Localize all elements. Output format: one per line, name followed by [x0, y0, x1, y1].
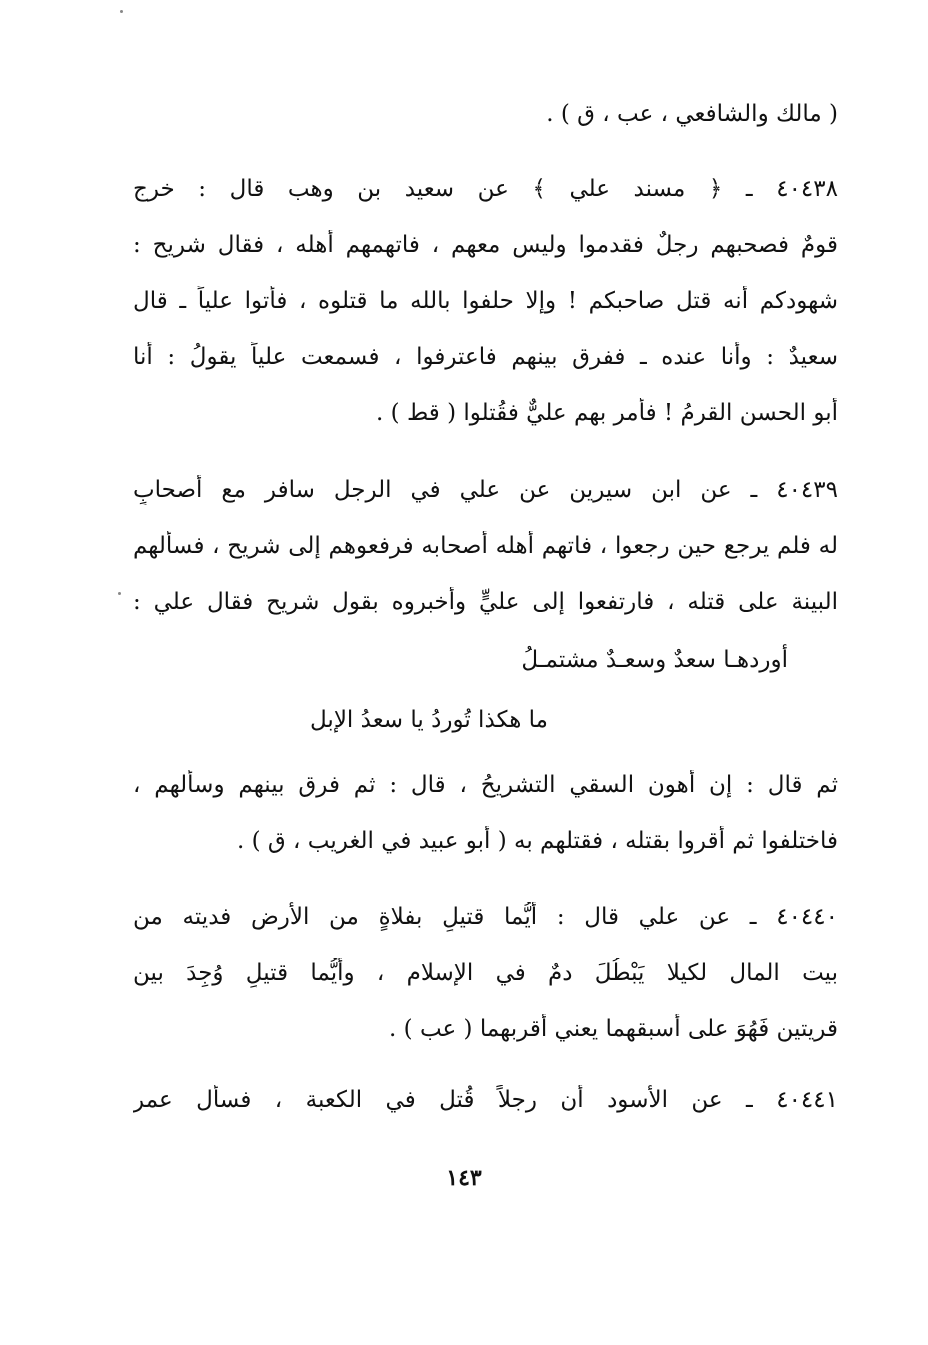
text-line: ٤٠٤٤٠ ـ عن علي قال : أيُّما قتيلٍ بفلاةٍ من الأرض فديته من — [133, 904, 838, 930]
text-line: قومٌ فصحبهم رجلٌ فقدموا وليس معهم ، فاتهمهم أهله ، فقال شريح : — [133, 232, 838, 258]
scan-speck — [120, 10, 123, 13]
text-line: فاختلفوا ثم أقروا بقتله ، فقتلهم به ( أبو عبيد في الغريب ، ق ) . — [236, 828, 838, 854]
page-number: ١٤٣ — [446, 1165, 482, 1191]
scan-speck — [118, 592, 121, 595]
text-line: البينة على قتله ، فارتفعوا إلى عليٍّ وأخبروه بقول شريح فقال علي : — [133, 589, 838, 615]
text-line: ٤٠٤٣٩ ـ عن ابن سيرين عن علي في الرجل سافر مع أصحابٍ — [133, 477, 838, 503]
text-line: شهودكم أنه قتل صاحبكم ! وإلا حلفوا بالله ما قتلوه ، فأتوا علياً ـ قال — [133, 288, 838, 314]
text-line: سعيدٌ : وأنا عنده ـ ففرق بينهم فاعترفوا ، فسمعت علياً يقولُ : أنا — [133, 344, 838, 370]
text-line: أبو الحسن القرمُ ! فأمر بهم عليٌّ فقُتلوا ( قط ) . — [376, 400, 838, 426]
poem-verse: أوردهـا سعدٌ وسعـدٌ مشتمـلُ — [521, 647, 788, 673]
text-line: ٤٠٤٤١ ـ عن الأسود أن رجلاً قُتل في الكعبة ، فسأل عمر — [133, 1087, 838, 1113]
poem-verse: ما هكذا تُوردُ يا سعدُ الإبل — [310, 707, 548, 733]
text-line: قريتين فَهُوَ على أسبقهما يعني أقربهما ( عب ) . — [389, 1016, 838, 1042]
text-line: له فلم يرجع حين رجعوا ، فاتهم أهله أصحابه فرفعوهم إلى شريح ، فسألهم — [133, 533, 838, 559]
text-line: بيت المال لكيلا يَبْطُلَ دمٌ في الإسلام ، وأيُّما قتيلٍ وُجِدَ بين — [133, 960, 838, 986]
text-line: ( مالك والشافعي ، عب ، ق ) . — [546, 101, 838, 127]
text-line: ٤٠٤٣٨ ـ ﴿ مسند علي ﴾ عن سعيد بن وهب قال : خرج — [133, 176, 838, 202]
text-line: ثم قال : إن أهون السقي التشريحُ ، قال : ثم فرق بينهم وسألهم ، — [133, 772, 838, 798]
